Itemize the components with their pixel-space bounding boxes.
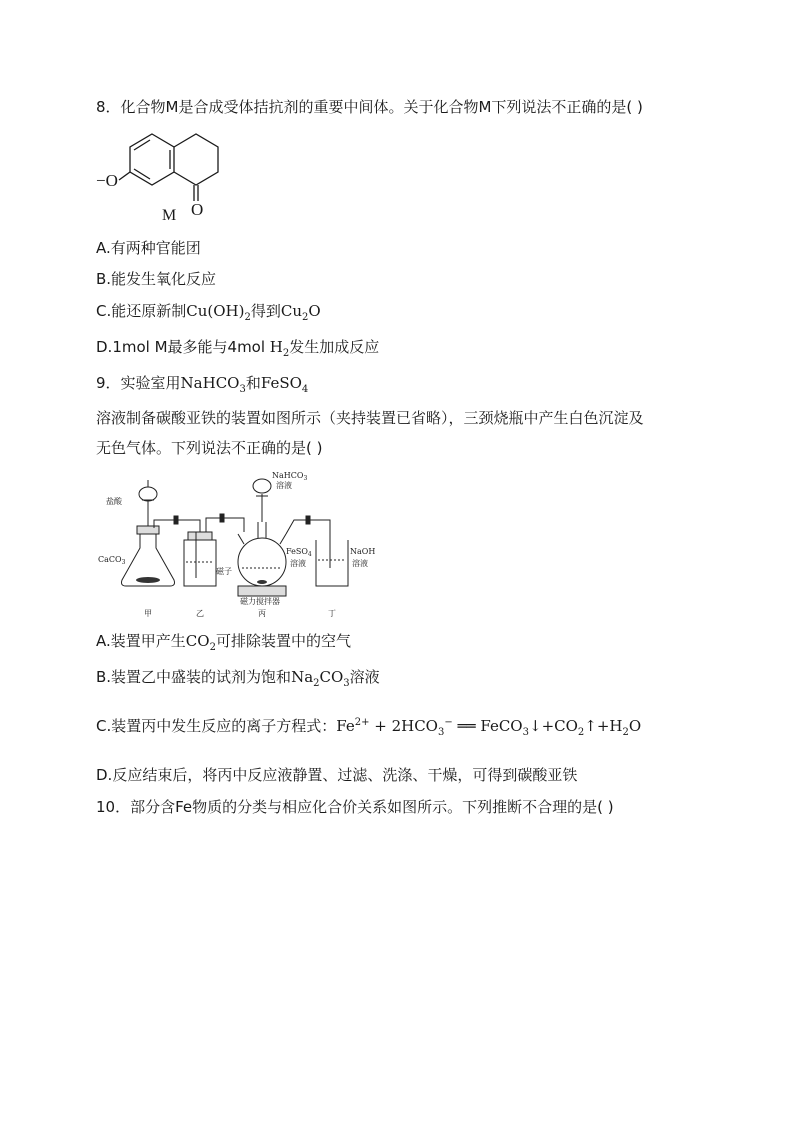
q9-stem-line2: 溶液制备碳酸亚铁的装置如图所示（夹持装置已省略），三颈烧瓶中产生白色沉淀及 xyxy=(96,409,644,427)
magnet-bar xyxy=(257,580,267,584)
svg-text:溶液: 溶液 xyxy=(276,481,292,490)
q9-option-a: A.装置甲产生$CO_2$可排除装置中的空气 xyxy=(96,632,351,653)
q8-option-d: D.1mol M最多能与4mol $H_2$发生加成反应 xyxy=(96,338,380,359)
carbonyl-oxygen: O xyxy=(191,200,204,219)
q8-option-c: C.能还原新制$Cu(OH)_2$得到$Cu_2O$ xyxy=(96,302,321,323)
svg-text:CaCO3: CaCO$_3$ xyxy=(98,555,126,566)
q9-option-c: C.装置丙中发生反应的离子方程式：$Fe^{2+} + 2HCO_3^-$ ══ $FeCO_3↓+CO_2↑+H_2O$ xyxy=(96,717,642,738)
cyclohexanone-ring xyxy=(174,134,218,185)
caco3-solid xyxy=(136,577,160,583)
q10-stem: 10．部分含Fe物质的分类与相应化合价关系如图所示。下列推断不合理的是( ) xyxy=(96,798,614,816)
label-ding: 丁 xyxy=(328,609,336,618)
svg-text:NaOH: NaOH xyxy=(350,547,376,556)
q8-stem: 8．化合物M是合成受体拮抗剂的重要中间体。关于化合物M下列说法不正确的是( ) xyxy=(96,98,643,116)
label-jia: 甲 xyxy=(144,609,152,618)
q9-option-d: D.反应结束后，将丙中反应液静置、过滤、洗涤、干燥，可得到碳酸亚铁 xyxy=(96,766,578,784)
svg-text:NaHCO3: NaHCO$_3$ xyxy=(272,471,308,482)
svg-text:溶液: 溶液 xyxy=(290,559,306,568)
svg-text:FeSO4: FeSO$_4$ xyxy=(286,547,312,558)
q8-option-b: B.能发生氧化反应 xyxy=(96,270,217,288)
apparatus-diagram xyxy=(94,470,384,620)
benzene-ring xyxy=(130,134,174,185)
svg-text:磁子: 磁子 xyxy=(216,567,232,576)
svg-text:磁力搅拌器: 磁力搅拌器 xyxy=(240,597,280,606)
svg-text:溶液: 溶液 xyxy=(352,559,368,568)
svg-text:盐酸: 盐酸 xyxy=(106,497,122,506)
q8-option-a: A.有两种官能团 xyxy=(96,239,201,257)
molecule-label: M xyxy=(162,207,177,224)
label-yi: 乙 xyxy=(196,609,204,618)
methoxy-group: −O xyxy=(96,171,118,190)
q9-option-b: B.装置乙中盛装的试剂为饱和$Na_2CO_3$溶液 xyxy=(96,668,380,689)
label-bing: 丙 xyxy=(258,609,266,618)
q9-stem-line1: 9．实验室用NaHCO$_3$和FeSO$_4$ xyxy=(96,374,309,395)
q9-stem-line3: 无色气体。下列说法不正确的是( ) xyxy=(96,439,323,457)
